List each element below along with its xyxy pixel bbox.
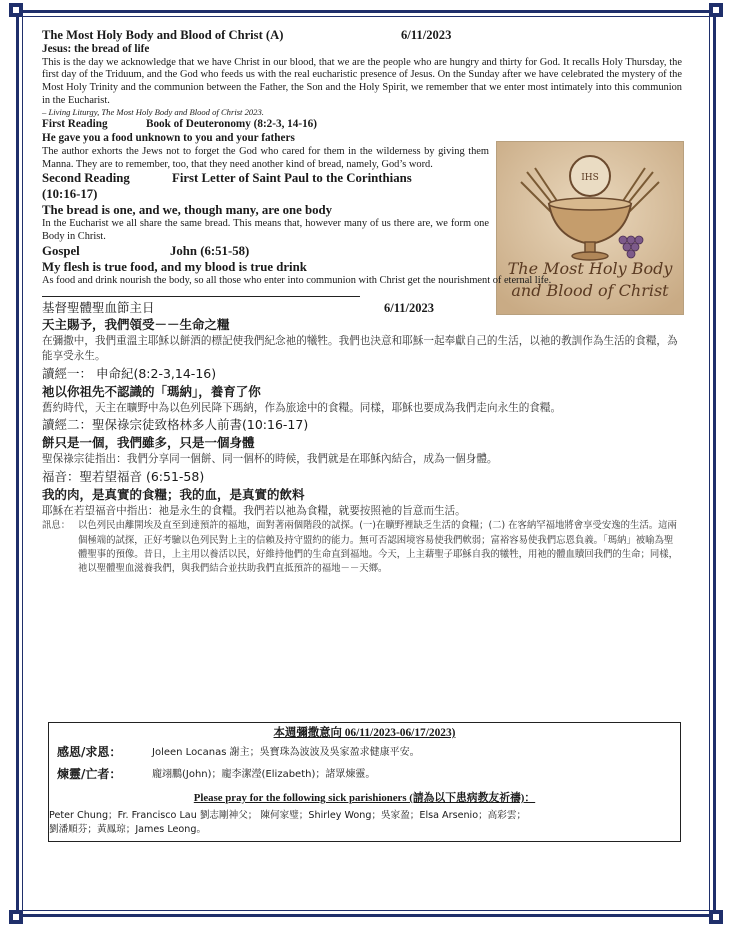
chinese-gospel-text: 耶穌在若望福音中指出：祂是永生的食糧。我們若以祂為食糧，就要按照祂的旨意而生活。 [42,504,466,517]
deceased-label: 煉靈/亡者： [57,767,122,781]
deceased-text: 龐翊鵬(John)；龐李潔瀅(Elizabeth)；諸眾煉靈。 [152,769,376,780]
svg-text:IHS: IHS [581,173,599,183]
chinese-reading1-heading: 讀經一： 申命紀(8:2-3,14-16) [42,365,217,381]
gospel-label: Gospel [42,243,80,258]
page-title: The Most Holy Body and Blood of Christ (A) [42,28,284,42]
mass-intentions-box [48,722,681,842]
second-reading-ref-cont: (10:16-17) [42,187,98,202]
second-reading-ref: First Letter of Saint Paul to the Corinthians [172,171,412,186]
gospel-heading [42,244,682,260]
second-reading-title: The bread is one, and we, though many, are one body [42,202,332,217]
intro-paragraph: This is the day we acknowledge that we have Christ in our blood, that we are the people who are hungry and thirty for God. It recalls Holy Thursday, the first day of the Triduum, and the God who feeds us with the real eucharistic presence of Jesus. On the Sunday after we have celebrated the mystery of the Most Holy Trinity and the communion between the Father, the Son and the Holy Spirit, we remember that we enter most intimately into this communion in the Eucharist. [42,56,682,106]
gospel-title: My flesh is true food, and my blood is true drink [42,259,307,274]
chinese-message-label: 訊息： [42,520,71,532]
thanksgiving-label: 感恩/求恩： [57,745,122,759]
svg-text:The Most Holy Body: The Most Holy Body [507,259,673,278]
chinese-message [42,519,682,576]
chinese-reading1-text: 舊約時代，天主在曠野中為以色列民降下瑪納，作為旅途中的食糧。同樣，耶穌也要成為我們走向永生的食糧。 [42,401,562,414]
chinese-date: 6/11/2023 [384,300,435,315]
chinese-theme: 天主賜予，我們領受－－生命之糧 [42,316,230,332]
sick-names-line1: Peter Chung；Fr. Francisco Lau 劉志剛神父； 陳何家璧；Shirley Wong；吳家盈；Elsa Arsenio；高彩雲； [49,810,527,821]
theme-heading: Jesus: the bread of life [42,43,150,55]
section-divider [42,296,360,297]
first-reading-title: He gave you a food unknown to you and your fathers [42,132,295,145]
mass-intentions-title: 本週彌撒意向 06/11/2023-06/17/2023) [273,727,456,739]
gospel-text: As food and drink nourish the body, so all those who enter into communion with Christ get the nourishment of eternal life. [42,275,552,287]
chinese-message-text: 以色列民由離開埃及直至到達預許的福地，面對著兩個階段的試探。(一)在曠野裡缺乏生活的食糧；(二) 在客納罕福地將會享受安逸的生活。這兩個極端的試探，正好考驗以色列民對上主的信賴及持守盟約的能力。無可否認困境容易使我們軟弱；富裕容易使我們忘恩負義。「瑪納」被喻為聖體聖事的預像。昔日，上主用以養活以民，好維持他們的生命直到福地。今天，上主藉聖子耶穌自我的犧牲，用祂的體血贖回我們的生命；同樣，祂以聖體聖血滋養我們，與我們結合並扶助我們直抵預許的福地－－天鄉。 [78,520,679,574]
corner-ornament [9,3,23,17]
corner-ornament [9,910,23,924]
sick-names-line2: 劉潘順芬；黃鳳琼；James Leong。 [49,824,207,835]
svg-text:and Blood of Christ: and Blood of Christ [511,281,669,300]
corner-ornament [709,910,723,924]
chinese-title: 基督聖體聖血節主日 [42,299,155,315]
chinese-gospel-heading: 福音：聖若望福音 (6:51-58) [42,468,205,484]
second-reading-label: Second Reading [42,171,130,186]
first-reading-label: First Reading [42,118,108,131]
thanksgiving-text: Joleen Locanas 謝主；吳寶珠為波波及吳家盈求健康平安。 [152,747,420,758]
second-reading-text: In the Eucharist we all share the same bread. This means that, however many of us there are, we form one Body in Christ. [42,218,489,242]
chinese-title-row [42,300,682,316]
corner-ornament [709,3,723,17]
first-reading-ref: Book of Deuteronomy (8:2-3, 14-16) [146,118,318,131]
chinese-reading1-title: 祂以你祖先不認識的「瑪納」，養育了你 [42,383,261,399]
chinese-reading2-text: 聖保祿宗徒指出：我們分享同一個餅、同一個杯的時候，我們就是在耶穌內結合，成為一個身體。 [42,453,498,466]
citation: – Living Liturgy, The Most Holy Body and Blood of Christ 2023. [42,107,264,118]
chinese-gospel-title: 我的肉，是真實的食糧；我的血，是真實的飲料 [42,486,305,502]
second-reading-heading [42,171,682,187]
chinese-reading2-heading: 讀經二：聖保祿宗徒致格林多人前書(10:16-17) [42,417,309,433]
page-date: 6/11/2023 [401,28,452,42]
first-reading-text: The author exhorts the Jews not to forget the God who cared for them in the wilderness by giving them Manna. They are to remember, too, that they need another kind of bread, namely, God’s word. [42,145,489,170]
chinese-intro: 在彌撒中，我們重溫主耶穌以餅酒的標記使我們紀念祂的犧牲。我們也決意和耶穌一起奉獻自己的生活，以祂的教訓作為生活的食糧，為能享受永生。 [42,334,678,363]
english-title-row [42,28,682,43]
gospel-ref: John (6:51-58) [170,243,250,258]
first-reading-heading [42,118,682,132]
sick-prayer-title: Please pray for the following sick parishioners (請為以下患病教友祈禱)： [193,792,536,804]
chinese-reading2-title: 餅只是一個，我們雖多，只是一個身體 [42,435,255,451]
